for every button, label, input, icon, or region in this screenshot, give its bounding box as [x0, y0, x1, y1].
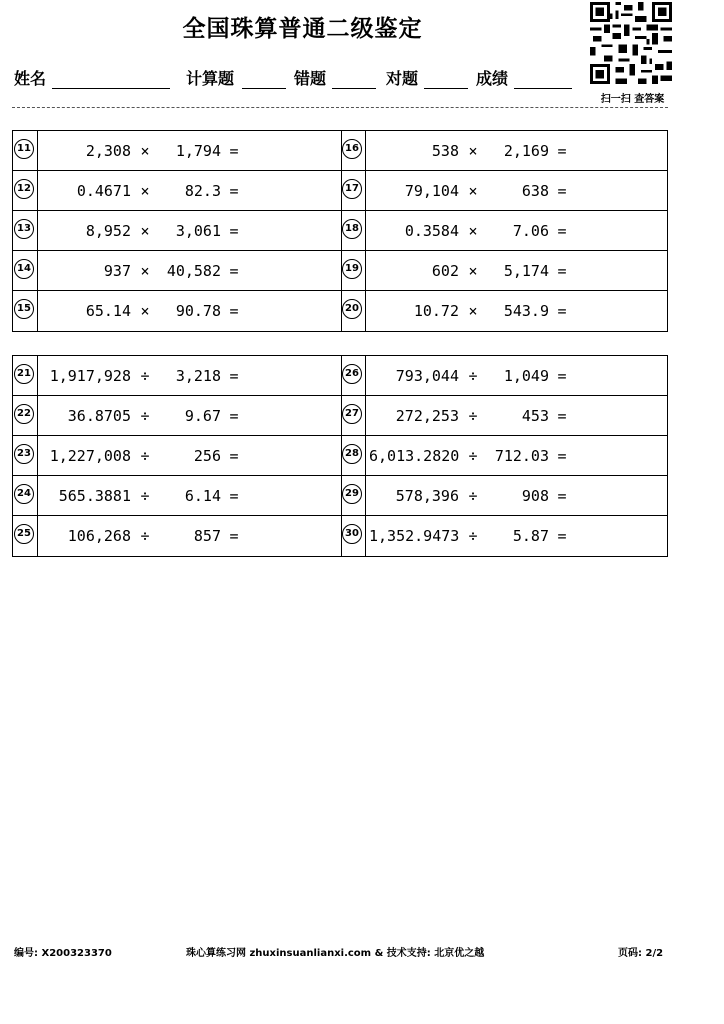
problem-expression — [41, 516, 247, 556]
right-blank — [424, 88, 468, 89]
operator: ÷ — [140, 527, 150, 545]
operator: × — [140, 222, 150, 240]
operand-a: 1,227,008 — [49, 447, 131, 465]
problem-cell — [13, 516, 341, 556]
operand-a: 0.4671 — [76, 182, 131, 200]
problem-number-badge: 22 — [14, 404, 34, 424]
operand-a: 578,396 — [395, 487, 459, 505]
equals-sign: = — [557, 262, 567, 280]
operand-a: 8,952 — [85, 222, 131, 240]
operand-a: 538 — [431, 142, 459, 160]
operand-a: 2,308 — [85, 142, 131, 160]
problem-number-badge: 19 — [342, 259, 362, 279]
equals-sign: = — [229, 367, 239, 385]
operand-a: 36.8705 — [67, 407, 131, 425]
operand-a: 10.72 — [413, 302, 459, 320]
problem-cell — [13, 356, 341, 396]
equals-sign: = — [557, 527, 567, 545]
page-title: 全国珠算普通二级鉴定 — [182, 16, 423, 42]
operand-b: 9.67 — [184, 407, 221, 425]
problem-expression — [369, 516, 575, 556]
operator: ÷ — [140, 407, 150, 425]
footer-site: 珠心算练习网 zhuxinsuanlianxi.com & 技术支持: 北京优之越 — [186, 948, 485, 959]
problem-cell — [341, 131, 669, 171]
footer-code: 编号: X200323370 — [14, 948, 112, 959]
operand-b: 5,174 — [503, 262, 549, 280]
problem-expression — [41, 171, 247, 211]
problem-cell — [13, 211, 341, 251]
operand-b: 6.14 — [184, 487, 221, 505]
operand-b: 90.78 — [175, 302, 221, 320]
problem-expression — [41, 356, 247, 396]
operator: × — [468, 302, 478, 320]
operand-b: 5.87 — [512, 527, 549, 545]
problem-cell — [341, 291, 669, 331]
division-table — [12, 355, 668, 557]
qr-caption: 扫一扫 查答案 — [600, 94, 665, 105]
operand-a: 565.3881 — [58, 487, 131, 505]
operand-a: 6,013.2820 — [369, 447, 460, 465]
operand-b: 2,169 — [503, 142, 549, 160]
problem-expression — [369, 476, 575, 516]
operator: ÷ — [468, 367, 478, 385]
operator: × — [140, 262, 150, 280]
problem-cell — [341, 356, 669, 396]
problem-number-badge: 30 — [342, 524, 362, 544]
footer-page: 页码: 2/2 — [618, 948, 664, 959]
problem-cell — [341, 516, 669, 556]
equals-sign: = — [557, 487, 567, 505]
problem-number-badge: 17 — [342, 179, 362, 199]
operand-a: 937 — [103, 262, 131, 280]
equals-sign: = — [557, 447, 567, 465]
qr-code-icon[interactable] — [588, 2, 674, 84]
problem-number-badge: 26 — [342, 364, 362, 384]
operand-a: 793,044 — [395, 367, 459, 385]
problem-cell — [13, 396, 341, 436]
problem-expression — [41, 131, 247, 171]
equals-sign: = — [229, 182, 239, 200]
problem-expression — [369, 291, 575, 331]
equals-sign: = — [229, 262, 239, 280]
equals-sign: = — [557, 302, 567, 320]
problem-expression — [369, 251, 575, 291]
operand-a: 1,352.9473 — [369, 527, 460, 545]
problem-expression — [41, 396, 247, 436]
problem-expression — [41, 436, 247, 476]
operand-a: 106,268 — [67, 527, 131, 545]
right-label: 对题 — [386, 69, 419, 88]
equals-sign: = — [557, 142, 567, 160]
problem-cell — [13, 436, 341, 476]
operand-b: 7.06 — [512, 222, 549, 240]
problem-expression — [369, 171, 575, 211]
operand-b: 256 — [193, 447, 221, 465]
operand-a: 79,104 — [404, 182, 459, 200]
operand-a: 1,917,928 — [49, 367, 131, 385]
operand-b: 3,061 — [175, 222, 221, 240]
problem-number-badge: 21 — [14, 364, 34, 384]
equals-sign: = — [557, 182, 567, 200]
problem-cell — [341, 211, 669, 251]
operator: × — [468, 262, 478, 280]
operator: × — [140, 302, 150, 320]
operand-b: 1,049 — [503, 367, 549, 385]
operand-a: 65.14 — [85, 302, 131, 320]
equals-sign: = — [229, 447, 239, 465]
equals-sign: = — [229, 142, 239, 160]
operand-b: 1,794 — [175, 142, 221, 160]
equals-sign: = — [229, 407, 239, 425]
operator: ÷ — [140, 487, 150, 505]
problem-number-badge: 29 — [342, 484, 362, 504]
problem-number-badge: 24 — [14, 484, 34, 504]
problem-number-badge: 27 — [342, 404, 362, 424]
problem-number-badge: 28 — [342, 444, 362, 464]
problem-expression — [41, 251, 247, 291]
operand-b: 40,582 — [166, 262, 221, 280]
name-blank — [52, 88, 170, 89]
problem-expression — [369, 131, 575, 171]
operand-a: 602 — [431, 262, 459, 280]
score-blank — [514, 88, 572, 89]
problem-expression — [369, 396, 575, 436]
equals-sign: = — [557, 222, 567, 240]
operand-a: 272,253 — [395, 407, 459, 425]
operand-b: 82.3 — [184, 182, 221, 200]
score-label: 成绩 — [476, 69, 509, 88]
problem-cell — [341, 251, 669, 291]
operator: × — [140, 142, 150, 160]
equals-sign: = — [229, 222, 239, 240]
operand-b: 543.9 — [503, 302, 549, 320]
equals-sign: = — [229, 487, 239, 505]
problem-cell — [341, 171, 669, 211]
operator: ÷ — [140, 447, 150, 465]
problem-cell — [341, 396, 669, 436]
operator: ÷ — [140, 367, 150, 385]
problem-cell — [13, 476, 341, 516]
problem-number-badge: 13 — [14, 219, 34, 239]
problem-cell — [341, 476, 669, 516]
problem-number-badge: 12 — [14, 179, 34, 199]
operator: ÷ — [468, 447, 478, 465]
problem-number-badge: 15 — [14, 299, 34, 319]
problem-expression — [369, 436, 575, 476]
name-label: 姓名 — [14, 69, 47, 88]
operator: ÷ — [468, 407, 478, 425]
calc-blank — [242, 88, 286, 89]
problem-number-badge: 16 — [342, 139, 362, 159]
operator: × — [140, 182, 150, 200]
operand-b: 712.03 — [494, 447, 549, 465]
problem-expression — [369, 211, 575, 251]
wrong-label: 错题 — [294, 69, 327, 88]
problem-number-badge: 23 — [14, 444, 34, 464]
problem-number-badge: 14 — [14, 259, 34, 279]
operator: × — [468, 222, 478, 240]
problem-number-badge: 25 — [14, 524, 34, 544]
operand-b: 857 — [193, 527, 221, 545]
problem-cell — [13, 251, 341, 291]
problem-number-badge: 20 — [342, 299, 362, 319]
operator: ÷ — [468, 487, 478, 505]
calc-label: 计算题 — [186, 69, 235, 88]
problem-expression — [41, 476, 247, 516]
operand-b: 638 — [521, 182, 549, 200]
operator: × — [468, 182, 478, 200]
operator: ÷ — [468, 527, 478, 545]
equals-sign: = — [557, 407, 567, 425]
problem-expression — [41, 211, 247, 251]
equals-sign: = — [557, 367, 567, 385]
multiplication-table — [12, 130, 668, 332]
operand-a: 0.3584 — [404, 222, 459, 240]
operand-b: 453 — [521, 407, 549, 425]
operator: × — [468, 142, 478, 160]
problem-cell — [13, 171, 341, 211]
operand-b: 3,218 — [175, 367, 221, 385]
dashed-divider — [12, 107, 668, 108]
equals-sign: = — [229, 302, 239, 320]
problem-cell — [13, 131, 341, 171]
wrong-blank — [332, 88, 376, 89]
equals-sign: = — [229, 527, 239, 545]
operand-b: 908 — [521, 487, 549, 505]
problem-expression — [41, 291, 247, 331]
problem-number-badge: 11 — [14, 139, 34, 159]
problem-cell — [13, 291, 341, 331]
problem-cell — [341, 436, 669, 476]
problem-number-badge: 18 — [342, 219, 362, 239]
problem-expression — [369, 356, 575, 396]
